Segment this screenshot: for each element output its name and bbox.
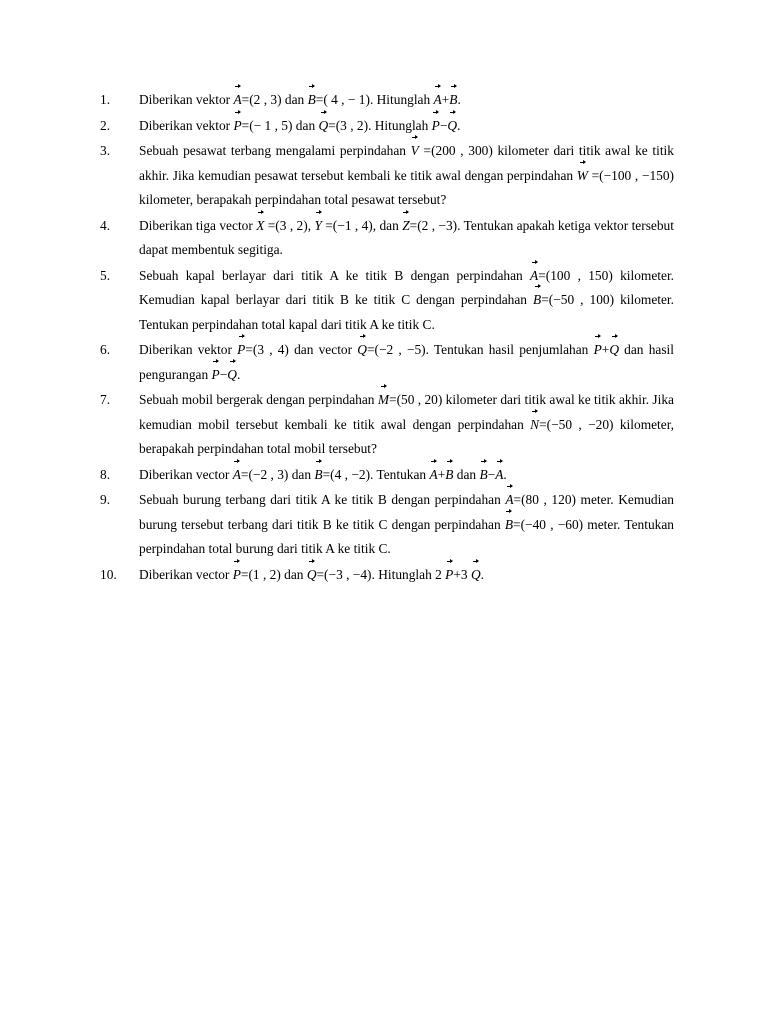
math-token: 2 — [435, 566, 446, 582]
math-token: =(−2 , −5) — [366, 342, 426, 357]
math-expression — [432, 118, 457, 133]
math-token: + — [601, 342, 610, 357]
problem-text: Sebuah pesawat terbang mengalami perpindahan — [139, 143, 411, 158]
math-token: =(−1 , 4) — [321, 217, 373, 233]
vector-symbol: A — [434, 88, 442, 113]
vector-symbol: P — [233, 563, 241, 588]
problem-number: 1. — [100, 92, 111, 107]
math-token: =(−3 , −4) — [316, 566, 372, 582]
vector-symbol: P — [237, 338, 245, 363]
vector-symbol: N — [530, 413, 539, 438]
math-expression — [530, 268, 613, 283]
math-token: =(3 , 2) — [264, 217, 308, 233]
problem-text: Sebuah burung terbang dari titik A ke titik B dengan perpindahan — [139, 492, 506, 507]
problem-item — [100, 463, 674, 488]
problem-text: . — [503, 466, 507, 482]
math-token: =(−50 , −20) — [539, 416, 614, 432]
problem-text: dan — [281, 92, 308, 107]
problem-item — [100, 563, 674, 588]
math-expression — [479, 467, 503, 482]
math-token: =(50 , 20) — [389, 392, 443, 407]
math-token: =(− 1 , 5) — [241, 117, 293, 133]
problem-item — [100, 214, 674, 263]
problem-text: kilometer, berapakah perpindahan total mobil tersebut? — [139, 416, 674, 456]
problem-text: . Tentukan apakah ketiga vektor tersebut dapat membentuk segitiga. — [139, 217, 674, 257]
problem-item — [100, 264, 674, 338]
math-token: =(−100 , −150) — [587, 167, 674, 183]
math-token: − — [487, 466, 496, 482]
problem-text: kilometer dari titik awal ke titik akhir. Jika kemudian mobil tersebut kembali ke titik awal dengan perpindahan — [139, 392, 674, 432]
math-token: − — [439, 117, 448, 133]
problem-text: dan hasil pengurangan — [139, 342, 674, 382]
vector-symbol: Q — [318, 114, 328, 139]
vector-symbol: P — [432, 114, 440, 139]
math-expression — [233, 92, 281, 107]
problem-text: kilometer, berapakah perpindahan total pesawat tersebut? — [139, 192, 447, 207]
problem-text: . — [457, 92, 461, 107]
math-expression — [429, 467, 453, 482]
problem-text: . — [236, 366, 241, 382]
math-expression — [378, 392, 442, 407]
vector-symbol: A — [233, 88, 241, 113]
math-expression — [577, 168, 674, 183]
problem-text: . Hitunglah — [371, 566, 436, 582]
math-token: + — [441, 92, 450, 107]
problem-item — [100, 139, 674, 213]
math-token: =(4 , −2) — [322, 466, 371, 482]
vector-symbol: P — [594, 338, 602, 363]
math-token: +3 — [453, 566, 471, 582]
problem-number: 5. — [100, 267, 111, 283]
vector-symbol: A — [233, 463, 241, 488]
problem-text: . Hitunglah — [369, 92, 434, 107]
vector-symbol: B — [533, 288, 541, 313]
math-token: =(200 , 300) — [418, 143, 493, 158]
math-token: =(100 , 150) — [538, 267, 613, 283]
math-expression — [308, 92, 370, 107]
vector-symbol: Q — [227, 363, 237, 388]
problem-text: Sebuah mobil bergerak dengan perpindahan — [139, 392, 378, 407]
vector-symbol: X — [256, 214, 264, 239]
problem-text: Diberikan vektor — [139, 342, 238, 357]
problem-text: Diberikan vektor — [139, 92, 234, 107]
math-expression — [505, 492, 576, 507]
problem-text: Diberikan vector — [139, 566, 233, 582]
problem-item — [100, 338, 674, 387]
math-expression — [357, 342, 425, 357]
problem-number: 6. — [100, 342, 111, 357]
problem-text: . Tentukan — [370, 466, 430, 482]
vector-symbol: Q — [609, 338, 619, 363]
problem-text: dan — [292, 117, 319, 133]
problem-number: 2. — [100, 117, 111, 133]
problem-text: Sebuah kapal berlayar dari titik A ke titik B dengan perpindahan — [139, 267, 531, 283]
vector-symbol: A — [505, 488, 513, 513]
problem-number: 7. — [100, 392, 111, 407]
problem-text: Diberikan vektor — [139, 117, 234, 133]
problem-number: 3. — [100, 143, 111, 158]
math-expression — [233, 118, 292, 133]
vector-symbol: P — [445, 563, 453, 588]
math-expression — [533, 292, 614, 307]
vector-symbol: P — [212, 363, 220, 388]
problem-text: . — [457, 117, 461, 133]
problem-text: . Hitunglah — [368, 117, 432, 133]
math-expression — [237, 342, 289, 357]
math-token: + — [437, 466, 446, 482]
vector-symbol: Q — [447, 114, 457, 139]
problem-item — [100, 114, 674, 139]
vector-symbol: W — [577, 164, 588, 189]
math-token: =( 4 , − 1) — [315, 92, 370, 107]
problem-text: kilometer dari titik awal ke titik akhir. Jika kemudian pesawat tersebut kembali ke titik awal dengan perpindahan — [139, 143, 674, 183]
vector-symbol: B — [449, 88, 457, 113]
vector-symbol: Y — [314, 214, 321, 239]
problem-item — [100, 88, 674, 113]
problem-number: 10. — [100, 566, 117, 582]
math-token: =(1 , 2) — [240, 566, 281, 582]
problem-text: meter. Kemudian burung tersebut terbang dari titik B ke titik C dengan perpindahan — [139, 492, 674, 532]
vector-symbol: Q — [357, 338, 367, 363]
problem-text: kilometer. Kemudian kapal berlayar dari titik B ke titik C dengan perpindahan — [139, 267, 675, 307]
math-expression — [505, 517, 583, 532]
math-expression — [233, 467, 289, 482]
math-token: =(3 , 2) — [328, 117, 369, 133]
math-expression — [530, 417, 613, 432]
math-token: =(−40 , −60) — [513, 516, 584, 532]
math-token: ) — [277, 92, 282, 107]
problem-text: . Tentukan hasil penjumlahan — [425, 342, 594, 357]
math-expression — [314, 467, 370, 482]
problem-list — [100, 88, 674, 588]
problem-text: kilometer. Tentukan perpindahan total kapal dari titik A ke titik C. — [139, 292, 674, 332]
math-expression — [402, 218, 457, 233]
problem-text: dan — [453, 466, 480, 482]
problem-text: meter. Tentukan perpindahan total burung dari titik A ke titik C. — [139, 516, 674, 556]
math-expression — [314, 218, 372, 233]
vector-symbol: B — [479, 463, 487, 488]
math-token: =(3 , 4) — [245, 342, 289, 357]
problem-text: dan — [280, 566, 307, 582]
math-expression — [411, 143, 493, 158]
math-token: =(−50 , 100) — [541, 292, 615, 307]
problem-item — [100, 488, 674, 562]
math-token: =(−2 , 3) — [240, 466, 289, 482]
math-expression — [233, 567, 281, 582]
vector-symbol: Q — [307, 563, 317, 588]
math-expression — [212, 367, 237, 382]
problem-text: dan — [288, 466, 315, 482]
vector-symbol: B — [308, 88, 316, 113]
vector-symbol: B — [314, 463, 322, 488]
vector-symbol: B — [505, 513, 513, 538]
vector-symbol: V — [411, 139, 419, 164]
math-token: =(2 , −3) — [409, 217, 458, 233]
vector-symbol: Z — [402, 214, 409, 239]
math-expression — [435, 567, 481, 582]
problem-item — [100, 388, 674, 462]
problem-number: 8. — [100, 466, 111, 482]
math-expression — [307, 567, 372, 582]
math-expression — [433, 92, 461, 107]
problem-text: , — [307, 217, 315, 233]
problem-text: Diberikan vector — [139, 466, 233, 482]
math-token: =(80 , 120) — [513, 492, 576, 507]
vector-symbol: P — [233, 114, 241, 139]
math-token: − — [219, 366, 228, 382]
math-token: 2 , 3 — [253, 92, 278, 107]
vector-symbol: A — [495, 463, 503, 488]
vector-symbol: M — [378, 388, 389, 413]
math-token: =( — [241, 92, 254, 107]
vector-symbol: Q — [471, 563, 481, 588]
vector-symbol: A — [429, 463, 437, 488]
math-expression — [318, 118, 368, 133]
math-expression — [594, 342, 619, 357]
problem-text: dan vector — [288, 342, 358, 357]
problem-text: . — [480, 566, 484, 582]
problem-text: , dan — [372, 217, 403, 233]
vector-symbol: A — [530, 264, 538, 289]
problem-number: 9. — [100, 492, 111, 507]
problem-number: 4. — [100, 217, 111, 233]
vector-symbol: B — [445, 463, 453, 488]
problem-text: Diberikan tiga vector — [139, 217, 257, 233]
math-expression — [256, 218, 308, 233]
